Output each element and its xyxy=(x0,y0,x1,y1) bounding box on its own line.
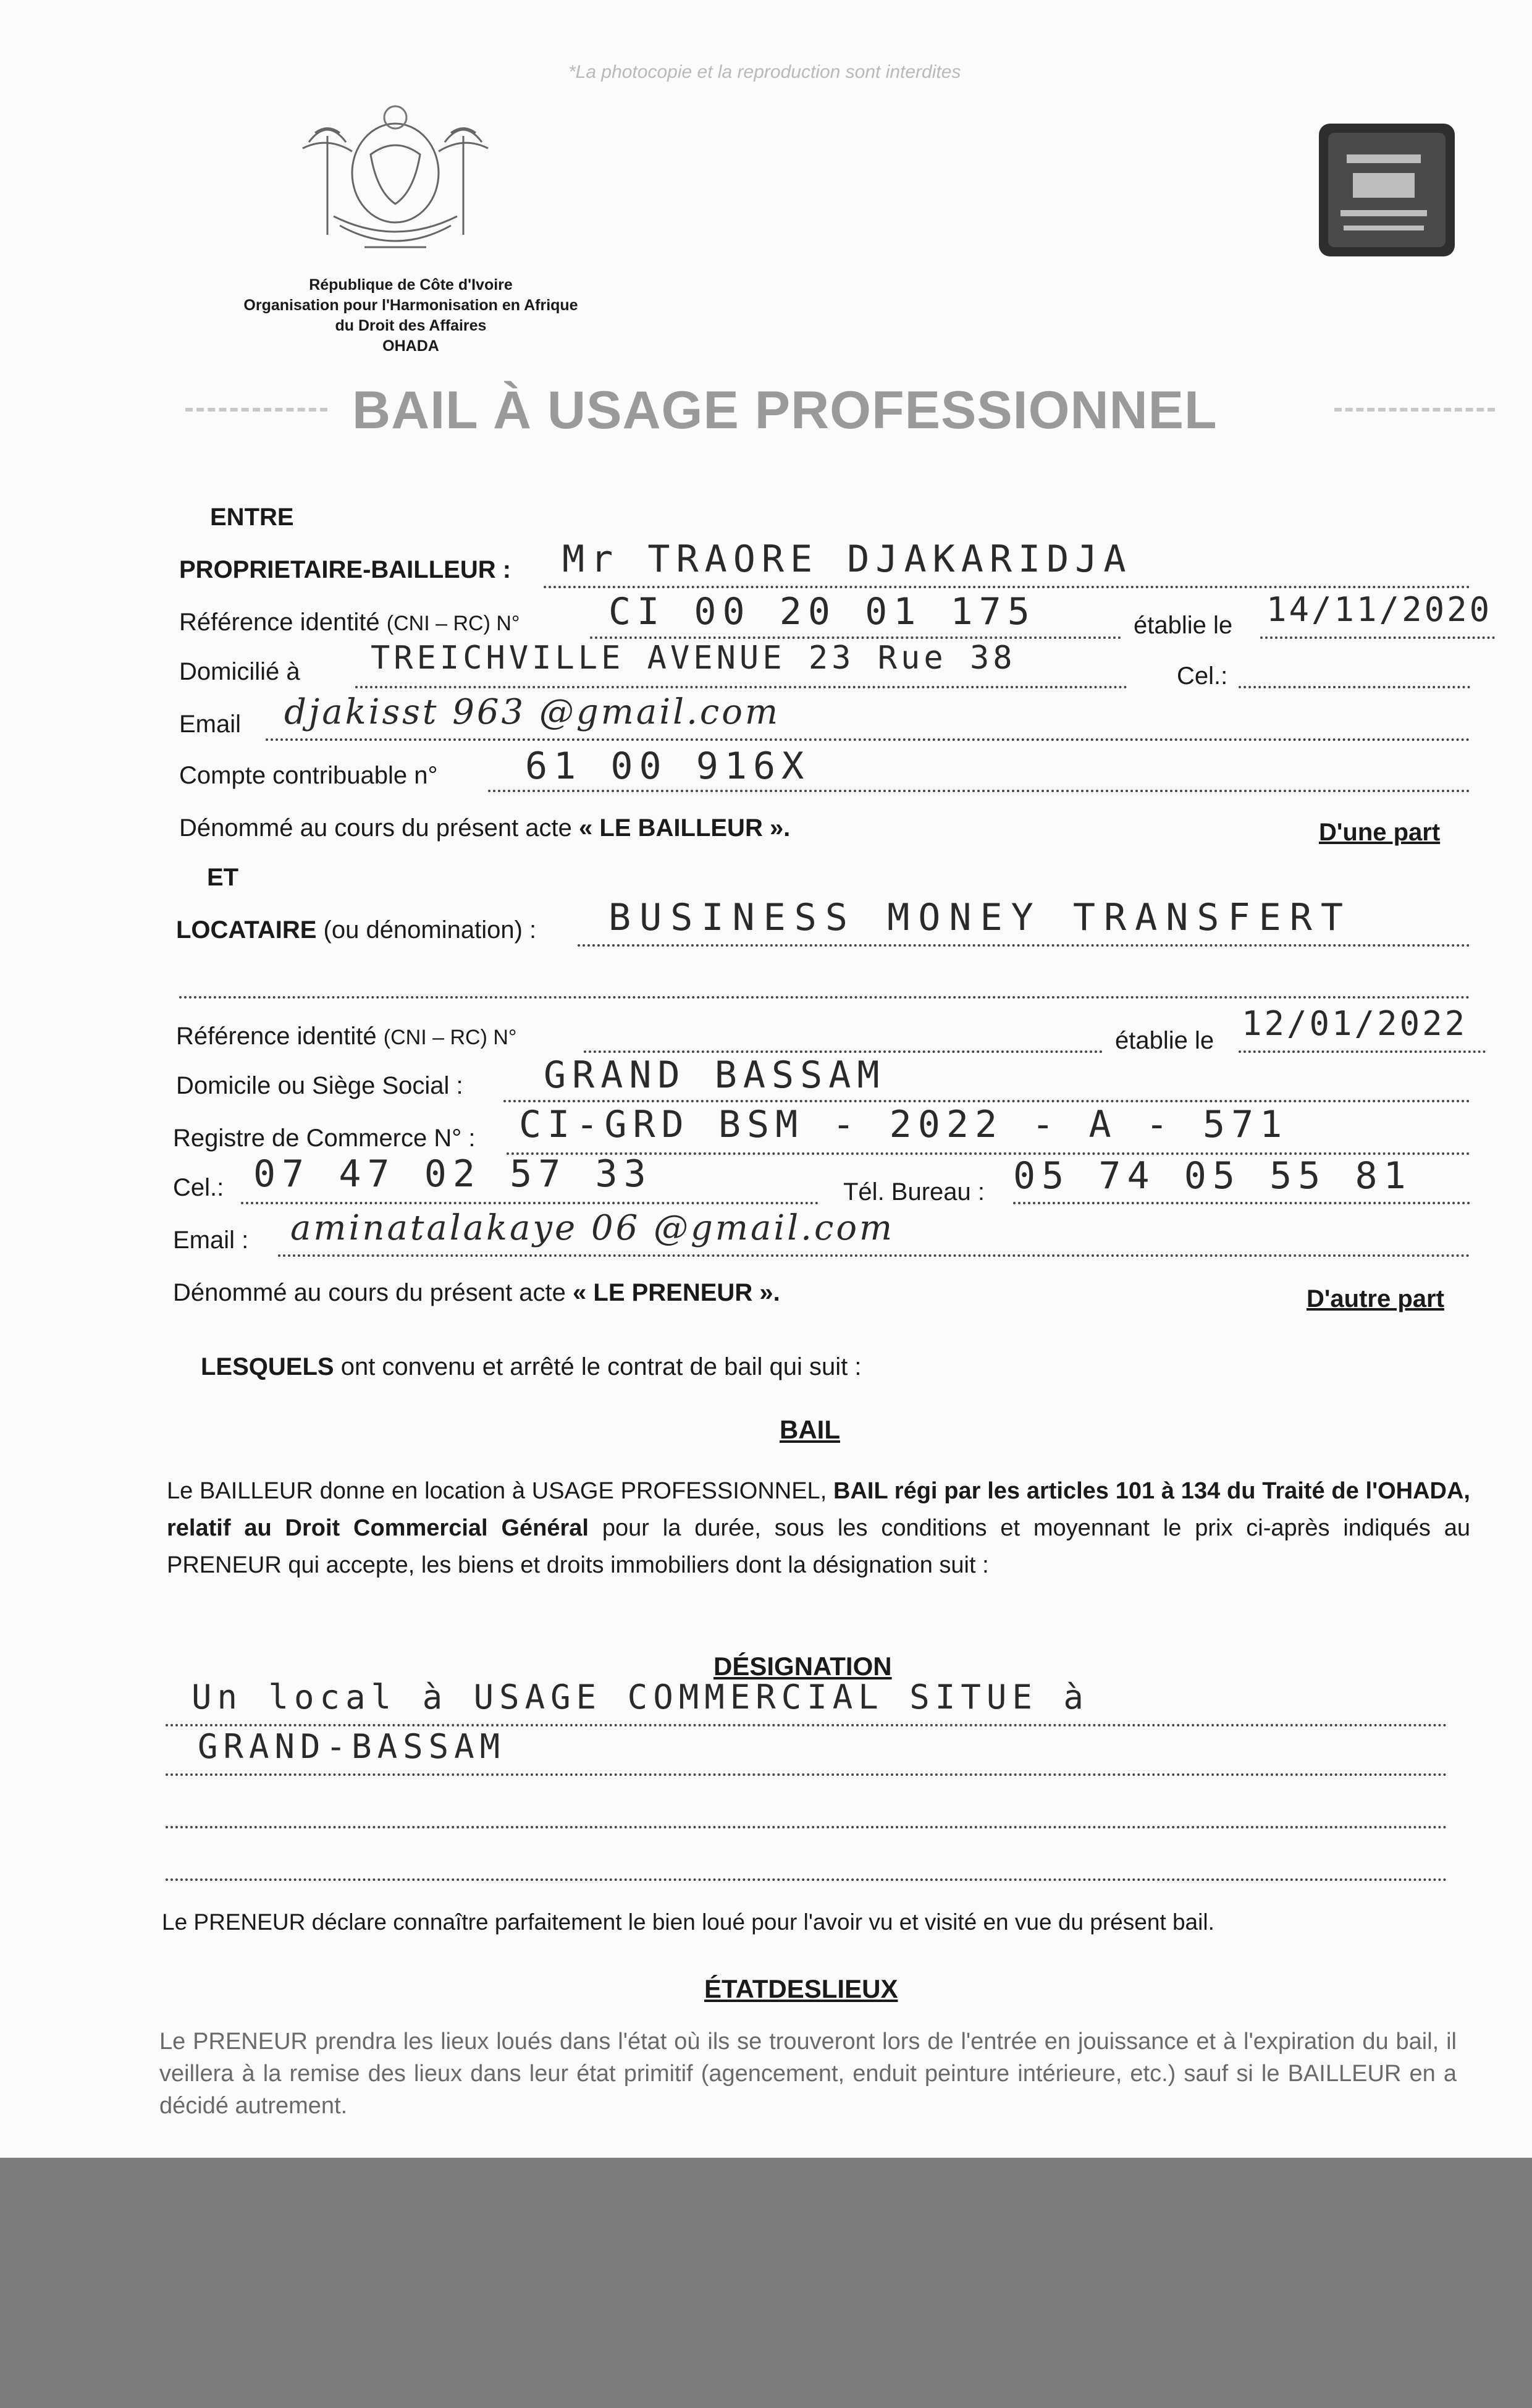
locataire-siege-line xyxy=(503,1100,1470,1102)
locataire-etablie-value: 12/01/2022 xyxy=(1242,1004,1468,1043)
org-header xyxy=(213,275,608,357)
bailleur-etablie-label: établie le xyxy=(1134,612,1233,639)
locataire-email-value: aminatalakaye 06 @gmail.com xyxy=(290,1208,895,1248)
bailleur-label: PROPRIETAIRE-BAILLEUR : xyxy=(179,556,511,583)
copy-notice: *La photocopie et la reproduction sont interdites xyxy=(568,62,961,82)
locataire-name-line-2 xyxy=(179,996,1470,999)
locataire-tel-value: 05 74 05 55 81 xyxy=(1013,1154,1412,1198)
designation-heading: DÉSIGNATION xyxy=(713,1652,892,1681)
bailleur-etablie-value: 14/11/2020 xyxy=(1266,590,1492,629)
title-rule-left xyxy=(185,408,327,412)
designation-value-2: GRAND-BASSAM xyxy=(198,1727,506,1766)
designation-line-2 xyxy=(166,1773,1447,1776)
bailleur-name-value: Mr TRAORE DJAKARIDJA xyxy=(562,538,1132,581)
locataire-cel-label: Cel.: xyxy=(173,1174,224,1201)
org-acronym: OHADA xyxy=(382,337,439,355)
org-country: République de Côte d'Ivoire xyxy=(309,276,513,294)
locataire-email-line xyxy=(278,1254,1470,1257)
bailleur-domicile-line xyxy=(355,686,1127,688)
locataire-name-line xyxy=(578,944,1470,947)
org-name: Organisation pour l'Harmonisation en Afrique xyxy=(243,297,578,314)
locataire-cel-line xyxy=(241,1202,819,1204)
bailleur-ref-label: Référence identité (CNI – RC) N° xyxy=(179,609,520,636)
designation-value-1: Un local à USAGE COMMERCIAL SITUE à xyxy=(192,1678,1089,1717)
designation-line-3 xyxy=(166,1826,1447,1828)
locataire-etablie-label: établie le xyxy=(1115,1027,1214,1054)
designation-line-1 xyxy=(166,1724,1447,1726)
et-label: ET xyxy=(207,864,239,891)
coat-of-arms-emblem xyxy=(290,99,500,272)
bail-paragraph: Le BAILLEUR donne en location à USAGE PROFESSIONNEL, BAIL régi par les articles 101 à 134 du Traité de l'OHADA, relatif au Droit Commercial Général pour la durée, sous les conditions et moyennant le prix ci-après indiqués au PRENEUR qui accepte, les biens et droits immobiliers dont la désignation suit : xyxy=(167,1478,1470,1578)
locataire-rc-label: Registre de Commerce N° : xyxy=(173,1125,476,1152)
designation-note: Le PRENEUR déclare connaître parfaitement le bien loué pour l'avoir vu et visité en vue du présent bail. xyxy=(162,1909,1214,1935)
org-name-cont: du Droit des Affaires xyxy=(335,317,487,334)
bailleur-email-value: djakisst 963 @gmail.com xyxy=(284,692,781,732)
bailleur-domicile-value: TREICHVILLE AVENUE 23 Rue 38 xyxy=(371,640,1016,677)
locataire-etablie-line xyxy=(1239,1050,1486,1053)
lesquels-text: LESQUELS ont convenu et arrêté le contrat de bail qui suit : xyxy=(201,1353,862,1380)
bail-heading: BAIL xyxy=(780,1415,840,1444)
bailleur-email-label: Email xyxy=(179,711,242,738)
bailleur-name-line xyxy=(544,586,1470,588)
scan-background xyxy=(0,2158,1532,2408)
locataire-label: LOCATAIRE (ou dénomination) : xyxy=(176,916,537,944)
locataire-ref-label: Référence identité (CNI – RC) N° xyxy=(176,1023,517,1050)
bailleur-contrib-label: Compte contribuable n° xyxy=(179,762,438,789)
locataire-denomme: Dénommé au cours du présent acte « LE PRENEUR ». xyxy=(173,1279,780,1306)
locataire-cel-value: 07 47 02 57 33 xyxy=(253,1152,652,1196)
title-rule-right xyxy=(1334,408,1495,412)
bailleur-contrib-line xyxy=(488,790,1470,792)
fiscal-stamp xyxy=(1310,117,1464,266)
etat-heading: ÉTATDESLIEUX xyxy=(704,1974,898,2003)
document-title: BAIL À USAGE PROFESSIONNEL xyxy=(352,381,1218,440)
locataire-ref-line xyxy=(584,1050,1103,1053)
locataire-part-label: D'autre part xyxy=(1307,1285,1444,1312)
locataire-name-value: BUSINESS MONEY TRANSFERT xyxy=(608,896,1352,939)
designation-line-4 xyxy=(166,1878,1447,1881)
locataire-email-label: Email : xyxy=(173,1227,249,1254)
locataire-rc-value: CI-GRD BSM - 2022 - A - 571 xyxy=(519,1103,1289,1146)
bailleur-contrib-value: 61 00 916X xyxy=(525,745,810,788)
locataire-siege-label: Domicile ou Siège Social : xyxy=(176,1072,463,1099)
etat-paragraph: Le PRENEUR prendra les lieux loués dans l'état où ils se trouveront lors de l'entrée en jouissance et à l'expiration du bail, il veillera à la remise des lieux dans leur état primitif (agencement, enduit peinture intérieure, etc.) sauf si le BAILLEUR en a décidé autrement. xyxy=(159,2029,1457,2119)
locataire-siege-value: GRAND BASSAM xyxy=(544,1054,886,1097)
bailleur-cel-label: Cel.: xyxy=(1177,662,1228,690)
bailleur-ref-line xyxy=(590,636,1121,639)
entre-label: ENTRE xyxy=(210,504,294,531)
bailleur-etablie-line xyxy=(1260,636,1495,639)
bailleur-domicile-label: Domicilié à xyxy=(179,658,300,685)
bailleur-part-label: D'une part xyxy=(1319,819,1441,846)
bailleur-ref-value: CI 00 20 01 175 xyxy=(608,590,1036,633)
bailleur-denomme: Dénommé au cours du présent acte « LE BAILLEUR ». xyxy=(179,814,791,842)
locataire-tel-label: Tél. Bureau : xyxy=(843,1178,985,1206)
bailleur-cel-line xyxy=(1239,686,1470,688)
locataire-tel-line xyxy=(1013,1202,1470,1204)
bailleur-email-line xyxy=(266,738,1470,741)
